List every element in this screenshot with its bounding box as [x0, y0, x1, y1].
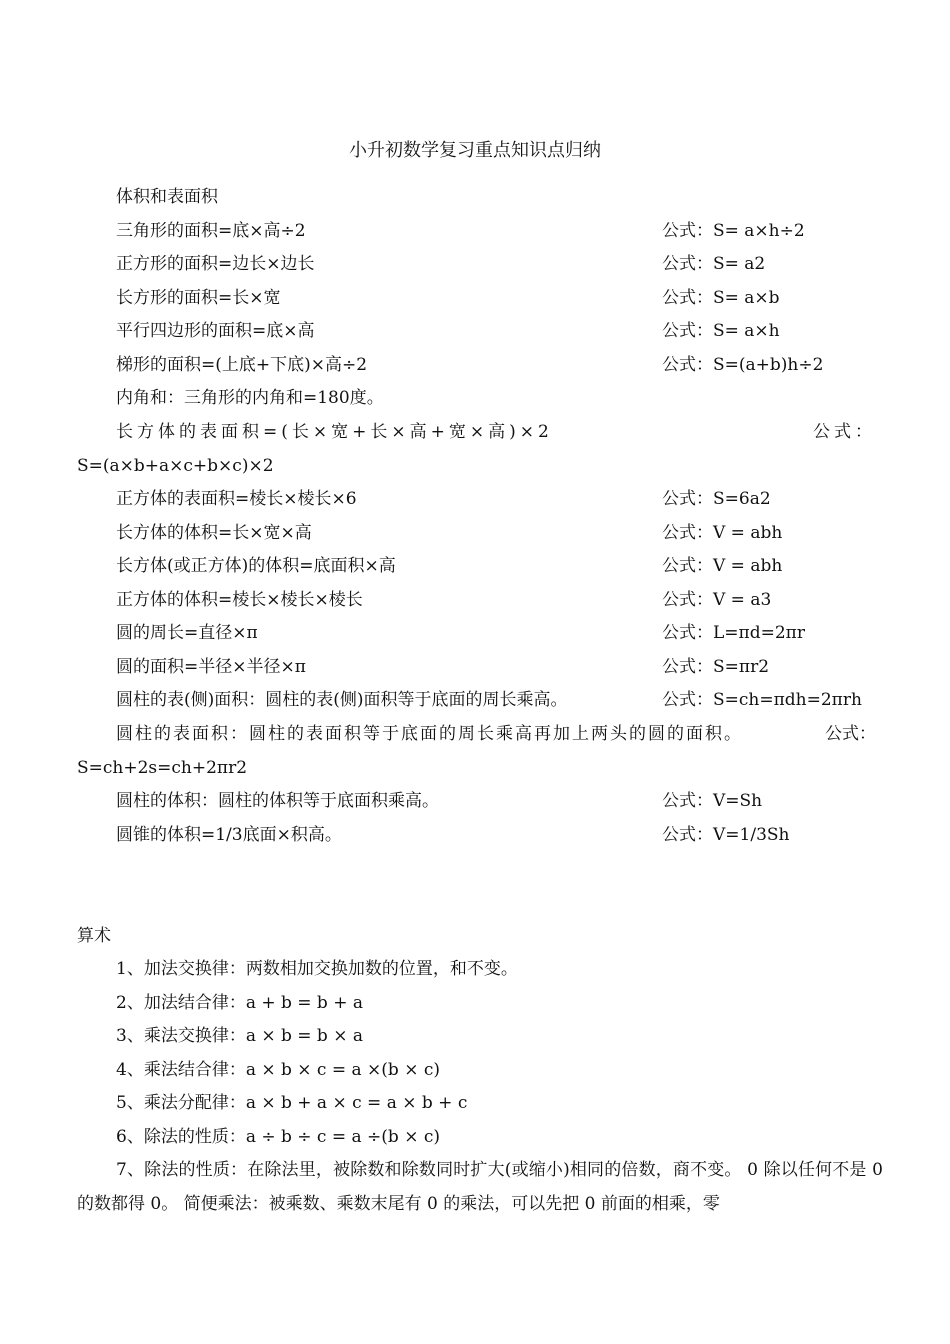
- wrapped-rule-row: [116, 417, 876, 447]
- section-heading-volume: 体积和表面积: [116, 187, 218, 207]
- rule-text: 长方体的表面积=(长×宽+长×高+宽×高)×2: [116, 422, 553, 442]
- formula-continuation: S=(a×b+a×c+b×c)×2: [77, 456, 274, 476]
- formula-label: 公式：: [825, 724, 876, 744]
- law-item: 3、乘法交换律：a × b = b × a: [116, 1026, 364, 1046]
- formula-text: 公式：S= a×h: [662, 321, 780, 341]
- formula-text: 公式：S=πr2: [662, 657, 770, 677]
- rule-text: 内角和：三角形的内角和=180度。: [116, 388, 384, 408]
- law-item: 2、加法结合律：a + b = b + a: [116, 993, 364, 1013]
- rule-text: 三角形的面积=底×高÷2: [116, 221, 306, 241]
- rule-text: 长方体(或正方体)的体积=底面积×高: [116, 556, 396, 576]
- rule-text: 圆锥的体积=1/3底面×积高。: [116, 825, 342, 845]
- rule-text: 圆柱的体积：圆柱的体积等于底面积乘高。: [116, 791, 439, 811]
- formula-text: 公式：S= a×h÷2: [662, 221, 805, 241]
- rule-text: 梯形的面积=(上底+下底)×高÷2: [116, 355, 368, 375]
- wrapped-rule-row: [116, 719, 876, 749]
- formula-text: 公式：V = abh: [662, 556, 783, 576]
- rule-text: 圆柱的表(侧)面积：圆柱的表(侧)面积等于底面的周长乘高。: [116, 690, 568, 710]
- formula-text: 公式：V=Sh: [662, 791, 763, 811]
- law-item: 5、乘法分配律：a × b + a × c = a × b + c: [116, 1093, 468, 1113]
- rule-text: 长方形的面积=长×宽: [116, 288, 281, 308]
- formula-text: 公式：V = a3: [662, 590, 772, 610]
- rule-text: 正方体的体积=棱长×棱长×棱长: [116, 590, 363, 610]
- formula-text: 公式：S=(a+b)h÷2: [662, 355, 824, 375]
- law-item: 6、除法的性质：a ÷ b ÷ c = a ÷(b × c): [116, 1127, 441, 1147]
- rule-text: 圆的周长=直径×π: [116, 623, 258, 643]
- formula-text: 公式：S= a2: [662, 254, 766, 274]
- law-item: 4、乘法结合律：a × b × c = a ×(b × c): [116, 1060, 441, 1080]
- formula-label: 公式：: [813, 422, 876, 442]
- formula-text: 公式：S= a×b: [662, 288, 780, 308]
- formula-continuation: S=ch+2s=ch+2πr2: [77, 758, 248, 778]
- rule-text: 圆的面积=半径×半径×π: [116, 657, 306, 677]
- formula-text: 公式：S=ch=πdh=2πrh: [662, 690, 862, 710]
- page-title: 小升初数学复习重点知识点归纳: [349, 140, 601, 161]
- formula-text: 公式：V = abh: [662, 523, 783, 543]
- formula-text: 公式：S=6a2: [662, 489, 771, 509]
- formula-text: 公式：V=1/3Sh: [662, 825, 790, 845]
- formula-text: 公式：L=πd=2πr: [662, 623, 805, 643]
- rule-text: 圆柱的表面积：圆柱的表面积等于底面的周长乘高再加上两头的圆的面积。: [116, 724, 743, 744]
- rule-text: 长方体的体积=长×宽×高: [116, 523, 312, 543]
- rule-text: 正方形的面积=边长×边长: [116, 254, 315, 274]
- section-heading-arithmetic: 算术: [77, 926, 111, 946]
- law-paragraph: 7、除法的性质：在除法里，被除数和除数同时扩大(或缩小)相同的倍数，商不变。 0 除以任何不是 0 的数都得 0。 简便乘法：被乘数、乘数末尾有 0 的乘法，可以先把 0 前面的相乘，零: [77, 1160, 883, 1214]
- rule-text: 正方体的表面积=棱长×棱长×6: [116, 489, 357, 509]
- rule-text: 平行四边形的面积=底×高: [116, 321, 315, 341]
- law-item: 1、加法交换律：两数相加交换加数的位置，和不变。: [116, 959, 518, 979]
